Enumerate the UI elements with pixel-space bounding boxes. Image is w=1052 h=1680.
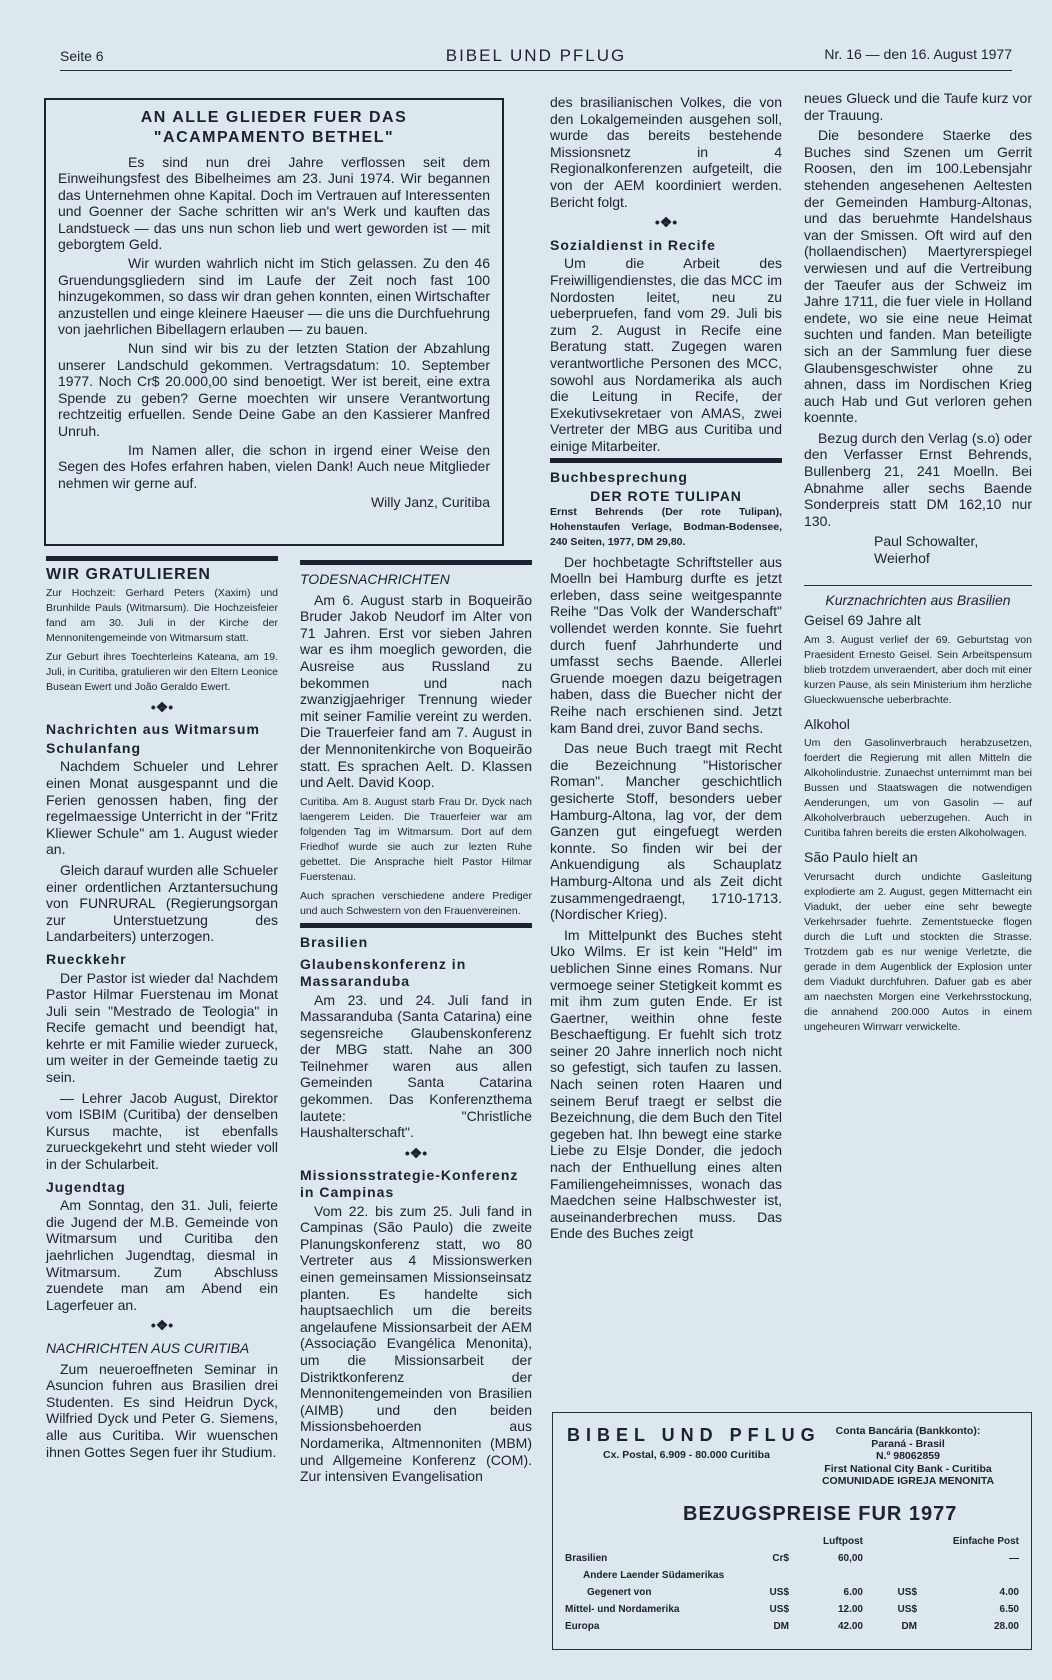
price-row [563,1550,1021,1567]
column-1 [46,552,278,1464]
divider [46,556,278,561]
price-airmail: 42.00 [837,1621,863,1632]
divider [550,458,782,463]
bank-line: COMUNIDADE IGREJA MENONITA [821,1475,995,1487]
article-paragraph: Im Mittelpunkt des Buches steht Uko Wilms. Er ist kein "Held" im ueblichen Sinne eines Romans. Nur vermoege seiner Stetigkeit kommt es mit ihm zum guten Ende. Er ist Gaertner, weithin ohne feste Beschaeftigung. Er fuehlt sich trotz seiner 20 Jahre innerlich noch nicht so gefestigt, sich taufen zu lassen. Nach seinen roten Haaren und seinem Beruf traegt er selbst die Bezeichnung, die dem Buch den Titel gegeben hat. Ihn bewegt eine starke Liebe zu Elsje Donder, die jedoch nach der Enthuellung eines alten Familiengeheimnisses, wonach das Maedchen seine Halbschwester ist, auseinanderbrechen muss. Das Ende des Buches zeigt [550,926,782,1242]
price-airmail: 6.00 [843,1587,863,1598]
price-currency: US$ [897,1604,917,1615]
price-airmail: 12.00 [837,1604,863,1615]
section-title-witmarsum: Nachrichten aus Witmarsum [46,721,260,738]
review-author: Paul Schowalter, [874,533,979,550]
subheading-jugendtag: Jugendtag [46,1178,126,1195]
section-title-buchbesprechung: Buchbesprechung [550,469,688,486]
article-paragraph: Am Sonntag, den 31. Juli, feierte die Jugend der M.B. Gemeinde von Witmarsum und Curitiba den jaehrlichen Jugendtag, diesmal in Witmarsum. Zum Abschluss zuendete man am Abend ein Lagerfeuer an. [46,1197,278,1313]
section-title-brasilien: Brasilien [300,933,369,950]
appeal-paragraph: Im Namen aller, die schon in irgend einer Weise den Segen des Hofes erfahren haben, vielen Dank! Auch neue Mitglieder nehmen wir gerne auf. [58,441,490,491]
page-number: Seite 6 [60,48,104,64]
subheading-schulanfang: Schulanfang [46,739,142,756]
article-paragraph-small: Am 3. August verlief der 69. Geburtstag von Praesident Ernesto Geisel. Sein Arbeitspensum blieb trotzdem unveraendert, aber doch mit einer kurzen Pause, als sein Ministerium ihm herzliche Glueckwuensche ueberbrachte. [804,633,1032,706]
article-paragraph: Zum neueroeffneten Seminar in Asuncion fuhren aus Brasilien drei Studenten. Es sind Heidrun Dyck, Wilfried Dyck und Peter G. Siemens, alle aus Curitiba. Wir wuenschen ihnen Gottes Segen fuer ihr Studium. [46,1360,278,1460]
review-signature [874,533,1032,566]
price-currency: Cr$ [772,1553,789,1564]
article-paragraph-small: Auch sprachen verschiedene andere Prediger und auch Schwestern von den Frauenvereinen. [300,889,532,917]
price-currency: US$ [769,1604,789,1615]
appeal-signature: Willy Janz, Curitiba [370,494,490,511]
article-paragraph-small: Um den Gasolinverbrauch herabzusetzen, foerdert die Regierung mit allen Mitteln die Alkoholindustrie. Zunaechst unternimmt man bei Bussen und Staatswagen die notwendigen Aenderungen, um von Gasolin — auf Alkoholverbrauch ueberzugehen. Auch in Curitiba fahren bereits die ersten Alkoholwagen. [804,737,1032,840]
column-4 [804,90,1032,1039]
price-row [563,1584,1021,1601]
divider [300,923,532,928]
article-paragraph: Am 23. und 24. Juli fand in Massaranduba (Santa Catarina) eine segensreiche Glaubenskonferenz der MBG statt. Nahe an 300 Teilnehmer waren aus allen Gemeinden Santa Catarina gekommen. Das Konferenzthema lautete: "Christliche Haushalterschaft". [300,991,532,1141]
price-currency [865,1550,919,1567]
bank-line: Conta Bancária (Bankkonto): [835,1425,981,1437]
divider [804,585,1032,586]
bank-line: Paraná - Brasil [871,1437,945,1450]
article-paragraph: Der Pastor ist wieder da! Nachdem Pastor Hilmar Fuerstenau im Monat Juli sein "Mestrado de Teologia" in Recife gemacht und beendigt hat, kehrte er mit Familie wieder zurueck, um weiter in der Gemeinde taetig zu sein. [46,969,278,1086]
column-3 [550,94,782,1246]
price-currency: DM [901,1621,917,1632]
price-currency: US$ [769,1587,789,1598]
price-row-label: Mittel- und Nordamerika [565,1604,680,1615]
article-paragraph: Am 6. August starb in Boqueirão Bruder Jakob Neudorf im Alter von 71 Jahren. Erst vor sieben Jahren war es ihm moeglich geworden, die Ausreise aus Russland zu bekommen und nach zwanzigjaehriger Trennung wieder mit seiner Familie vereint zu werden. Die Trauerfeier fand am 7. August in der Mennonitenkirche von Boqueirão statt. Es sprachen Aelt. D. Klassen und Aelt. David Koop. [300,591,532,791]
subheading-sao-paulo: São Paulo hielt an [804,849,918,866]
article-paragraph: des brasilianischen Volkes, die von den Lokalgemeinden ausgehen soll, wurde das bereits bestehende Missionsnetz in 4 Regionalkonferenzen aufgeteilt, die von der AEM koordiniert werden. Bericht folgt. [550,94,782,210]
article-paragraph: — Lehrer Jacob August, Direktor vom ISBIM (Curitiba) der denselben Kursus machte, ist ebenfalls zurueckgekehrt und steht wieder voll in der Schularbeit. [46,1089,278,1173]
article-paragraph-small: Verursacht durch undichte Gasleitung explodierte am 2. August, gegen Mitternacht ein Viadukt, der ueber eine sehr bewegte Verkehrsader fuehrte. Zementstuecke flogen durch die Luft und stockten die Strasse. Trotzdem gab es nur wenige Verletzte, die gerade in dem Augenblick der Explosion unter dem Viadukt durchfuhren. Dafuer gab es aber am naechsten Morgen eine Verkehrsstockung, die annahend 200.000 Autos in einem ungeheuren Wirrwarr verwickelte. [804,871,1032,1033]
review-location: Weierhof [874,550,930,567]
separator-ornament: •❖• [654,214,678,231]
article-paragraph-small: Curitiba. Am 8. August starb Frau Dr. Dyck nach laengerem Leiden. Die Trauerfeier war am folgenden Tag im Witmarsum. Dort auf dem Friedhof wurde sie auch zur lezten Ruhe gebettet. Die Ansprache hielt Pastor Hilmar Fuerstenau. [300,795,532,883]
section-title-kurznachrichten: Kurznachrichten aus Brasilien [825,591,1011,608]
price-row-label: Europa [565,1621,600,1632]
price-currency: US$ [897,1587,917,1598]
section-title-gratulieren: WIR GRATULIEREN [46,566,211,583]
price-table-header [563,1533,1021,1550]
article-paragraph: Um die Arbeit des Freiwilligendienstes, die das MCC im Nordosten leitet, neu zu ueberpruefen, fand vom 29. Juli bis zum 2. August in Recife eine Beratung statt. Zugegen waren verantwortliche Personen des MCC, sowohl aus Nordamerika als auch die Leitung in Recife, der Exekutivsekretaer von AMAS, zwei Vertreter der MBG aus Curitiba und einige Mitarbeiter. [550,255,782,454]
appeal-title-line1: AN ALLE GLIEDER FUER DAS [140,109,408,126]
book-title: DER ROTE TULIPAN [590,488,742,505]
separator-ornament: •❖• [150,1317,174,1334]
issue-date: Nr. 16 — den 16. August 1977 [824,46,1012,62]
article-paragraph: Nachdem Schueler und Lehrer einen Monat ausgespannt und die Ferien genossen haben, fing der regelmaessige Unterricht in der "Fritz Kliewer Schule" am 1. August wieder an. [46,758,278,858]
subheading-missionsstrategie: Missionsstrategie-Konferenz in Campinas [300,1167,519,1201]
price-row-label: Andere Laender Südamerikas [583,1570,725,1581]
newspaper-title: BIBEL UND PFLUG [445,46,627,65]
price-surface: — [1009,1553,1019,1564]
separator-ornament: •❖• [404,1144,428,1161]
article-paragraph: Die besondere Staerke des Buches sind Szenen um Gerrit Roosen, den im 100.Lebensjahr stehenden angesehenen Aeltesten der Gemeinden Hamburg-Altonas, und das beruehmte Handelshaus van der Smissen. Oft wird auf den (hollaendischen) Maertyrerspiegel verwiesen und auf die Vertreibung der Taeufer aus der Schweiz im Jahre 1711, die fuer viele in Holland endete, wo sie eine neue Heimat suchten und fanden. Man beteiligte sich an der Sammlung fuer diese Glaubensgeschwister ohne zu ahnen, dass im Nordischen Krieg auch Hab und Gut verloren gehen koennte. [804,127,1032,426]
appeal-paragraph: Nun sind wir bis zu der letzten Station der Abzahlung unserer Landschuld gekommen. Vertragsdatum: 10. September 1977. Noch Cr$ 20.000,00 sind benoetigt. Wer ist bereit, eine extra Spende zu geben? Gerne moechten wir unsere Verantwortung rechtzeitig erfuellen. Sende Deine Gabe an den Kassierer Manfred Unruh. [58,340,490,439]
price-row [563,1618,1021,1635]
article-paragraph: neues Glueck und die Taufe kurz vor der Trauung. [804,90,1032,123]
subheading-sozialdienst: Sozialdienst in Recife [550,236,716,253]
price-list-title: BEZUGSPREISE FUR 1977 [683,1503,958,1525]
page-header [60,44,1012,71]
section-title-todesnachrichten: TODESNACHRICHTEN [300,571,450,587]
divider [300,560,532,565]
price-row [563,1567,1021,1584]
subheading-rueckkehr: Rueckkehr [46,950,127,967]
separator-ornament: •❖• [150,698,174,715]
price-row [563,1601,1021,1618]
bank-line: N.º 98062859 [876,1450,940,1462]
header-luftpost: Luftpost [823,1536,863,1547]
article-paragraph: Der hochbetagte Schriftsteller aus Moelln bei Hamburg durfte es jetzt erleben, dass seine weitgespannte Reihe "Das Volk der Wanderschaft" vollendet werden konnte. Sie fuehrt durch fuenf Jahrhunderte und umfasst sechs Baende. Allerlei Gruende moegen dazu beigetragen haben, dass die Buecher nicht der Reihe nach erschienen sind. Jetzt kam Band drei, zuvor Band sechs. [550,553,782,736]
subheading-geisel: Geisel 69 Jahre alt [804,612,921,629]
appeal-paragraph: Es sind nun drei Jahre verflossen seit dem Einweihungsfest des Bibelheimes am 23. Juni 1974. Wir begannen das Unternehmen ohne Kapital. Doch im Vertrauen auf Interessenten und Goenner der Sache schritten wir an's Werk und kauften das Landstueck — das uns nun schon lieb und wert geworden ist — mit geborgtem Geld. [58,154,490,253]
appeal-box [44,98,504,546]
price-surface: 28.00 [993,1621,1019,1632]
appeal-title-line2: "ACAMPAMENTO BETHEL" [153,129,395,146]
bank-line: First National City Bank - Curitiba [824,1462,992,1475]
price-airmail: 60,00 [837,1553,863,1564]
congrats-item: Zur Geburt ihres Toechterleins Kateana, am 19. Juli, in Curitiba, gratulieren wir den Eltern Leonice Busean Ewert und João Geraldo Ewert. [46,650,278,693]
subscription-box [552,1412,1032,1650]
article-paragraph: Das neue Buch traegt mit Recht die Bezeichnung "Historischer Roman". Mancher geschichtlich gesicherte Stoff, besonders ueber Hamburg-Altona, lag vor, der dem Ganzen gut eingefuegt werden konnte. So finden wir bei der Ankuendigung als Schauplatz Hamburg-Altona und als Zeit dicht zusammengedraengt, 1710-1713. (Nordischer Krieg). [550,740,782,923]
article-paragraph: Vom 22. bis zum 25. Juli fand in Campinas (São Paulo) die zweite Planungskonferenz statt, wo 80 Vertreter aus 4 Missionswerken einen gemeinsamen Missionseinsatz planten. Es handelte sich hauptsaechlich um die bereits angelaufene Missionsarbeit der AEM (Associação Evangélica Menonita), um die Missionsarbeit der Distriktkonferenz der Mennonitengemeinden von Brasilien (AIMB) und den beiden Missionsbehoerden aus Nordamerika, Altmennoniten (MBM) und Allgemeine Konferenz (COM). Zur intensiven Evangelisation [300,1202,532,1485]
column-2 [300,556,532,1489]
price-row-label: Brasilien [565,1553,608,1564]
article-paragraph: Gleich darauf wurden alle Schueler einer ordentlichen Arztantersuchung von FUNRURAL (Regierungsorgan zur Unterstuetzung des Landarbeiters) unterzogen. [46,861,278,945]
price-row-label: Gegenert von [587,1587,652,1598]
price-surface: 4.00 [999,1587,1019,1598]
price-currency: DM [773,1621,789,1632]
subheading-glaubenskonferenz: Glaubenskonferenz in Massaranduba [300,956,467,989]
book-bibliography: Ernst Behrends (Der rote Tulipan), Hohenstaufen Verlage, Bodman-Bodensee, 240 Seiten, 1977, DM 29,80. [550,505,782,548]
section-title-curitiba: NACHRICHTEN AUS CURITIBA [46,1339,250,1356]
congrats-item: Zur Hochzeit: Gerhard Peters (Xaxim) und Brunhilde Pauls (Witmarsum). Die Hochzeisfeier fand am 30. Juli in der Kirche der Mennonitengemeinde von Witmarsum statt. [46,586,278,644]
price-surface: 6.50 [999,1604,1019,1615]
appeal-paragraph: Wir wurden wahrlich nicht im Stich gelassen. Zu den 46 Gruendungsgliedern sind im Laufe der Zeit noch fast 100 hinzugekommen, so dass wir dran gehen konnten, einen Wirtschafter anzustellen und einge kleinere Haeuser — die uns die Durchfuehrung von jaehrlichen Bibellagern erlauben — zu bauen. [58,255,490,338]
article-paragraph: Bezug durch den Verlag (s.o) oder den Verfasser Ernst Behrends, Bullenberg 21, 241 Moelln. Bei Abnahme aller sechs Baende Sonderpreis statt DM 162,10 nur 130. [804,429,1032,529]
bank-details [799,1425,1017,1488]
header-einfache-post: Einfache Post [952,1536,1019,1547]
ad-publication-name: BIBEL UND PFLUG [567,1425,821,1445]
subheading-alkohol: Alkohol [804,715,850,732]
ad-postal-address: Cx. Postal, 6.909 - 80.000 Curitiba [603,1449,770,1461]
price-table [563,1533,1021,1635]
